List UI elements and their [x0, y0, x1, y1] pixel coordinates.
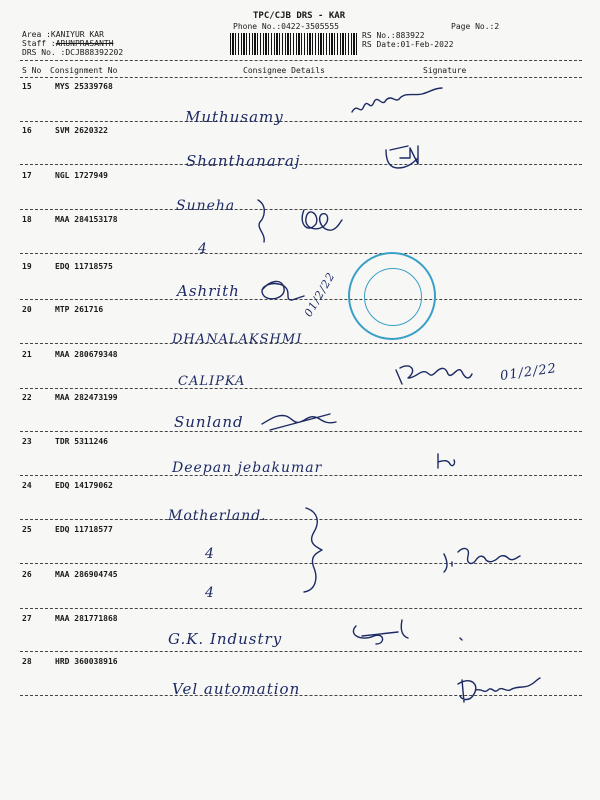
row-consignment: EDQ 11718577	[55, 525, 113, 534]
signature-row-16	[386, 146, 418, 168]
staff-label: Staff :	[22, 39, 56, 48]
row-consignment: SVM 2620322	[55, 126, 108, 135]
row-sno: 16	[22, 126, 32, 135]
company-stamp-inner	[364, 268, 422, 326]
row-sno: 25	[22, 525, 32, 534]
handwritten-name: 4	[198, 241, 208, 257]
row-sno: 26	[22, 570, 32, 579]
signature-row-23	[438, 454, 455, 468]
row-consignment: EDQ 14179062	[55, 481, 113, 490]
staff-name: ARUNPRASANTH	[55, 39, 114, 48]
row-consignment: HRD 360038916	[55, 657, 118, 666]
bracket-row-17	[258, 200, 264, 242]
column-sno: S No	[22, 66, 42, 75]
handwritten-name: Ashrith	[177, 282, 240, 300]
bracket-row-24-26	[304, 508, 322, 592]
row-consignment: TDR 5311246	[55, 437, 108, 446]
row-sno: 27	[22, 614, 32, 623]
handwritten-name: Deepan jebakumar	[172, 460, 323, 476]
handwritten-name: CALIPKA	[178, 374, 246, 389]
signature-row-24-26	[444, 549, 520, 572]
row-consignment: NGL 1727949	[55, 171, 108, 180]
row-sno: 19	[22, 262, 32, 271]
signature-row-22	[262, 414, 336, 430]
row-consignment: MAA 281771868	[55, 614, 118, 623]
column-signature: Signature	[423, 66, 467, 75]
row-consignment: EDQ 11718575	[55, 262, 113, 271]
handwritten-name: DHANALAKSHMI	[172, 332, 303, 347]
handwritten-name: Suneha	[176, 198, 236, 214]
signature-row-27	[353, 620, 462, 644]
area-label: Area :KANIYUR KAR	[22, 30, 104, 39]
row-consignment: MAA 282473199	[55, 393, 118, 402]
document-title: TPC/CJB DRS - KAR	[253, 11, 346, 21]
row-sno: 22	[22, 393, 32, 402]
signature-row-19	[262, 281, 304, 300]
handwritten-name: 4	[205, 546, 215, 562]
signature-row-28	[458, 678, 540, 702]
rs-number: RS No.:883922	[362, 31, 425, 40]
company-stamp	[348, 252, 436, 340]
row-consignment: MYS 25339768	[55, 82, 113, 91]
row-consignment: MAA 286904745	[55, 570, 118, 579]
row-consignment: MAA 284153178	[55, 215, 118, 224]
handwritten-date: 01/2/22	[499, 361, 558, 384]
row-consignment: MTP 261716	[55, 305, 104, 314]
row-sno: 28	[22, 657, 32, 666]
handwritten-name: Vel automation	[172, 680, 301, 698]
drs-number: DRS No. :DCJB88392202	[22, 48, 124, 57]
handwritten-name: Sunland	[174, 413, 244, 431]
handwritten-name: Motherland.	[168, 508, 267, 524]
row-sno: 15	[22, 82, 32, 91]
handwritten-name: G.K. Industry	[168, 630, 283, 648]
row-sno: 23	[22, 437, 32, 446]
signature-row-17	[302, 210, 342, 230]
column-consignee: Consignee Details	[243, 66, 325, 75]
handwritten-name: 4	[205, 585, 215, 601]
row-consignment: MAA 280679348	[55, 350, 118, 359]
rs-date: RS Date:01-Feb-2022	[362, 40, 454, 49]
column-consignment: Consignment No	[50, 66, 118, 75]
row-sno: 24	[22, 481, 32, 490]
phone-number: Phone No.:0422-3505555	[233, 22, 339, 31]
row-sno: 21	[22, 350, 32, 359]
handwritten-name: Shanthanaraj	[186, 152, 301, 170]
signature-row-15	[352, 88, 442, 112]
page-number: Page No.:2	[451, 22, 500, 31]
signature-row-21	[396, 366, 472, 384]
handwritten-date: 01/2/22	[301, 269, 338, 320]
row-sno: 17	[22, 171, 32, 180]
handwritten-name: Muthusamy	[185, 108, 284, 126]
row-sno: 20	[22, 305, 32, 314]
row-sno: 18	[22, 215, 32, 224]
